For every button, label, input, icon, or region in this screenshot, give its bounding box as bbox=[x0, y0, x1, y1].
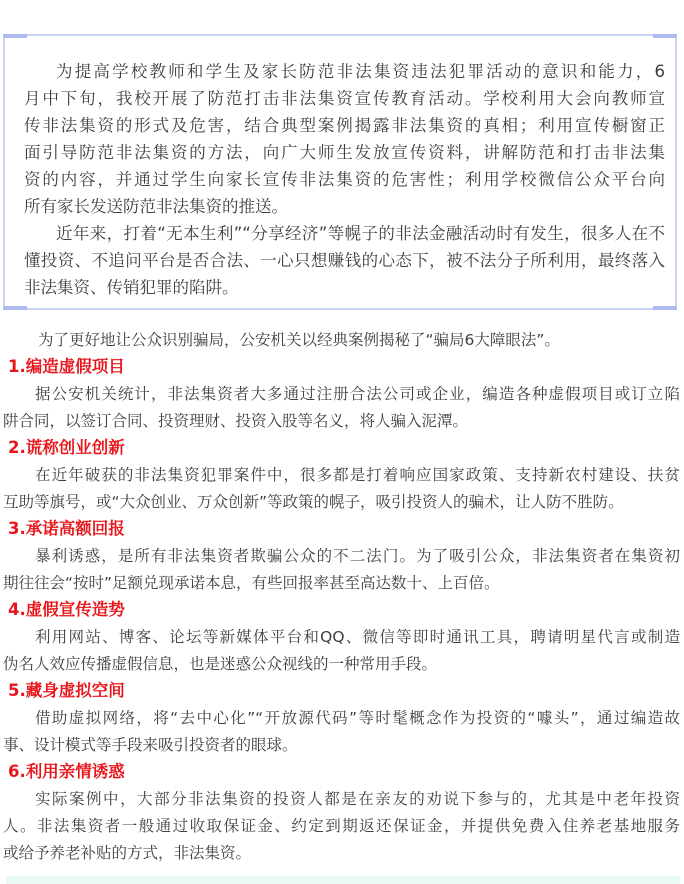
section-line: 在近年破获的非法集资犯罪案件中，很多都是打着响应国家政策、支持新农村建设、扶贫 bbox=[35, 466, 680, 484]
corner-decoration bbox=[3, 306, 27, 310]
section-line: 利用网站、博客、论坛等新媒体平台和QQ、微信等即时通讯工具，聘请明星代言或制造 bbox=[35, 628, 680, 646]
section-line: 伪名人效应传播虚假信息，也是迷惑公众视线的一种常用手段。 bbox=[3, 655, 438, 673]
section-line: 互助等旗号，或“大众创业、万众创新”等政策的幌子，吸引投资人的骗术，让人防不胜防。 bbox=[3, 493, 624, 511]
intro-box bbox=[3, 34, 677, 310]
corner-decoration bbox=[3, 34, 27, 38]
section-line: 或给予养老补贴的方式，非法集资。 bbox=[3, 844, 252, 862]
intro-p2-line: 近年来，打着“无本生利”“分享经济”等幌子的非法金融活动时有发生，很多人在不 bbox=[56, 224, 665, 243]
section-line: 实际案例中，大部分非法集资的投资人都是在亲友的劝说下参与的，尤其是中老年投资 bbox=[35, 790, 680, 808]
section-heading: 1.编造虚假项目 bbox=[8, 357, 125, 376]
intro-p2-line: 非法集资、传销犯罪的陷阱。 bbox=[24, 278, 239, 297]
intro-p2-line: 懂投资、不追问平台是否合法、一心只想赚钱的心态下，被不法分子所利用，最终落入 bbox=[24, 251, 665, 270]
section-line: 据公安机关统计，非法集资者大多通过注册合法公司或企业，编造各种虚假项目或订立陷 bbox=[35, 385, 680, 403]
intro-p1-line: 面引导防范非法集资的方法，向广大师生发放宣传资料，讲解防范和打击非法集 bbox=[24, 143, 665, 162]
section-line: 暴利诱惑，是所有非法集资者欺骗公众的不二法门。为了吸引公众，非法集资者在集资初 bbox=[35, 547, 680, 565]
section-heading: 6.利用亲情诱惑 bbox=[8, 762, 125, 781]
corner-decoration bbox=[653, 34, 677, 38]
intro-p1-line: 月中下旬，我校开展了防范打击非法集资宣传教育活动。学校利用大会向教师宣 bbox=[24, 89, 665, 108]
section-line: 人。非法集资者一般通过收取保证金、约定到期返还保证金，并提供免费入住养老基地服务 bbox=[3, 817, 680, 835]
intro-p1-line: 资的内容，并通过学生向家长宣传非法集资的危害性；利用学校微信公众平台向 bbox=[24, 170, 665, 189]
intro-p1-line: 传非法集资的形式及危害，结合典型案例揭露非法集资的真相；利用宣传橱窗正 bbox=[24, 116, 665, 135]
bottom-decoration-bar bbox=[6, 876, 680, 884]
section-heading: 5.藏身虚拟空间 bbox=[8, 681, 125, 700]
section-heading: 4.虚假宣传造势 bbox=[8, 600, 125, 619]
lead-paragraph: 为了更好地让公众识别骗局，公安机关以经典案例揭秘了“骗局6大障眼法”。 bbox=[38, 331, 560, 349]
intro-p1-line: 为提高学校教师和学生及家长防范非法集资违法犯罪活动的意识和能力，6 bbox=[56, 62, 665, 81]
corner-decoration bbox=[653, 306, 677, 310]
section-line: 事、设计模式等手段来吸引投资者的眼球。 bbox=[3, 736, 298, 754]
section-line: 借助虚拟网络，将“去中心化”“开放源代码”等时髦概念作为投资的“噱头”，通过编造故 bbox=[35, 709, 680, 727]
section-line: 期往往会“按时”足额兑现承诺本息，有些回报率甚至高达数十、上百倍。 bbox=[3, 574, 500, 592]
section-heading: 2.谎称创业创新 bbox=[8, 438, 125, 457]
intro-p1-line: 所有家长发送防范非法集资的推送。 bbox=[24, 197, 288, 216]
section-line: 阱合同，以签订合同、投资理财、投资入股等名义，将人骗入泥潭。 bbox=[3, 412, 469, 430]
section-heading: 3.承诺高额回报 bbox=[8, 519, 125, 538]
